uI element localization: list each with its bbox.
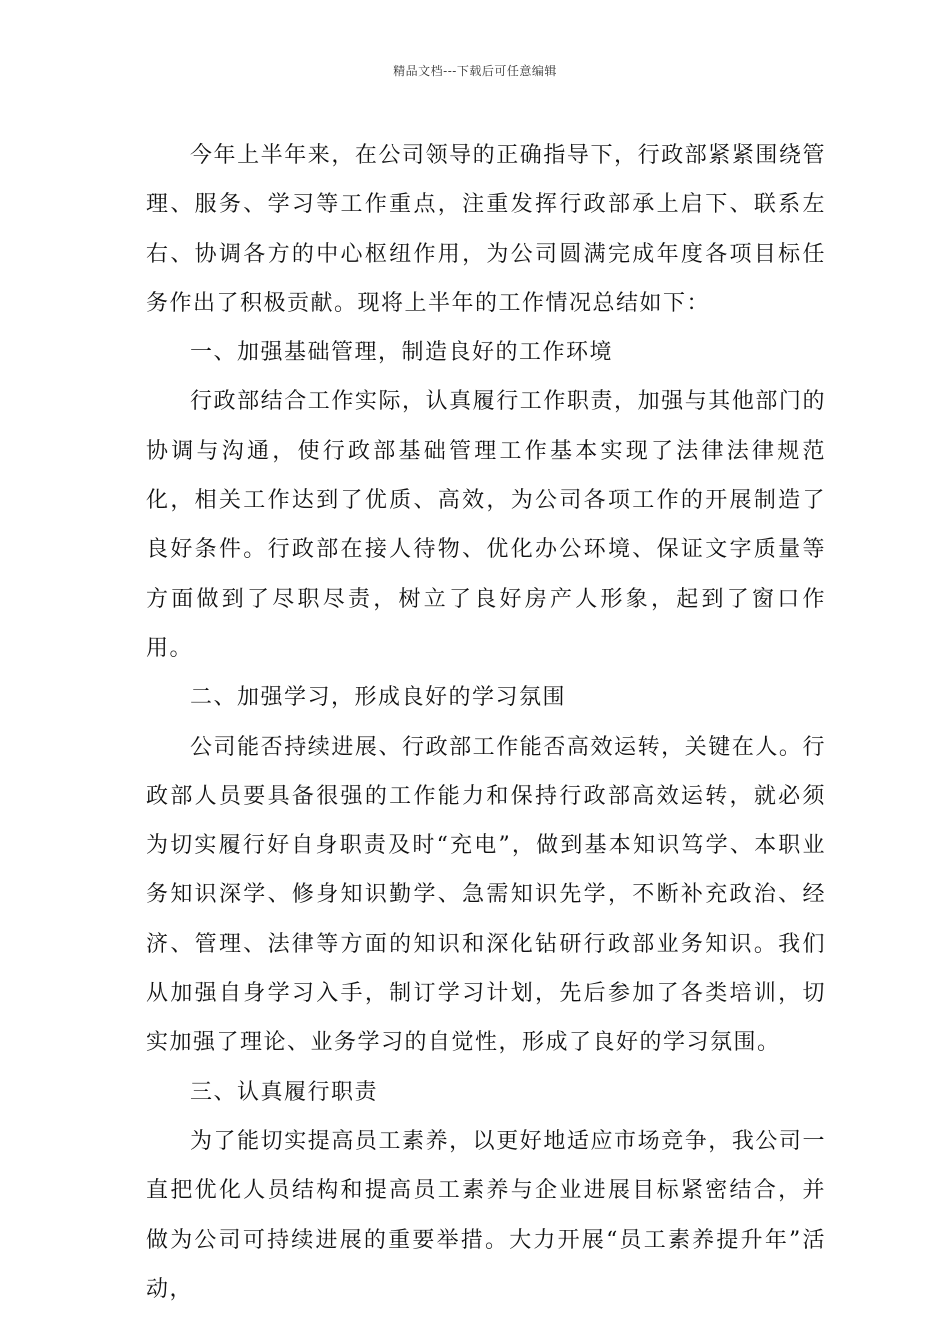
section-heading-1: 一、加强基础管理，制造良好的工作环境 [190, 340, 614, 366]
page-header: 精品文档---下载后可任意编辑 [393, 64, 557, 78]
intro-paragraph: 今年上半年来，在公司领导的正确指导下，行政部紧紧围绕管理、服务、学习等工作重点，注重发挥行政部承上启下、联系左右、协调各方的中心枢纽作用，为公司圆满完成年度各项目标任务作出了积极贡献。现将上半年的工作情况总结如下： [146, 143, 826, 316]
section-2-paragraph: 公司能否持续进展、行政部工作能否高效运转，关键在人。行政部人员要具备很强的工作能力和保持行政部高效运转，就必须为切实履行好自身职责及时“充电”，做到基本知识笃学、本职业务知识深学、修身知识勤学、急需知识先学，不断补充政治、经济、管理、法律等方面的知识和深化钻研行政部业务知识。我们从加强自身学习入手，制订学习计划，先后参加了各类培训，切实加强了理论、业务学习的自觉性，形成了良好的学习氛围。 [146, 734, 826, 1056]
section-heading-2: 二、加强学习，形成良好的学习氛围 [190, 685, 567, 711]
section-3-paragraph: 为了能切实提高员工素养，以更好地适应市场竞争，我公司一直把优化人员结构和提高员工素养与企业进展目标紧密结合，并做为公司可持续进展的重要举措。大力开展“员工素养提升年”活动， [146, 1128, 826, 1302]
document-body [146, 131, 826, 1314]
section-heading-3: 三、认真履行职责 [190, 1079, 379, 1105]
section-1-paragraph: 行政部结合工作实际，认真履行工作职责，加强与其他部门的协调与沟通，使行政部基础管理工作基本实现了法律法律规范化，相关工作达到了优质、高效，为公司各项工作的开展制造了良好条件。行政部在接人待物、优化办公环境、保证文字质量等方面做到了尽职尽责，树立了良好房产人形象，起到了窗口作用。 [146, 389, 826, 661]
